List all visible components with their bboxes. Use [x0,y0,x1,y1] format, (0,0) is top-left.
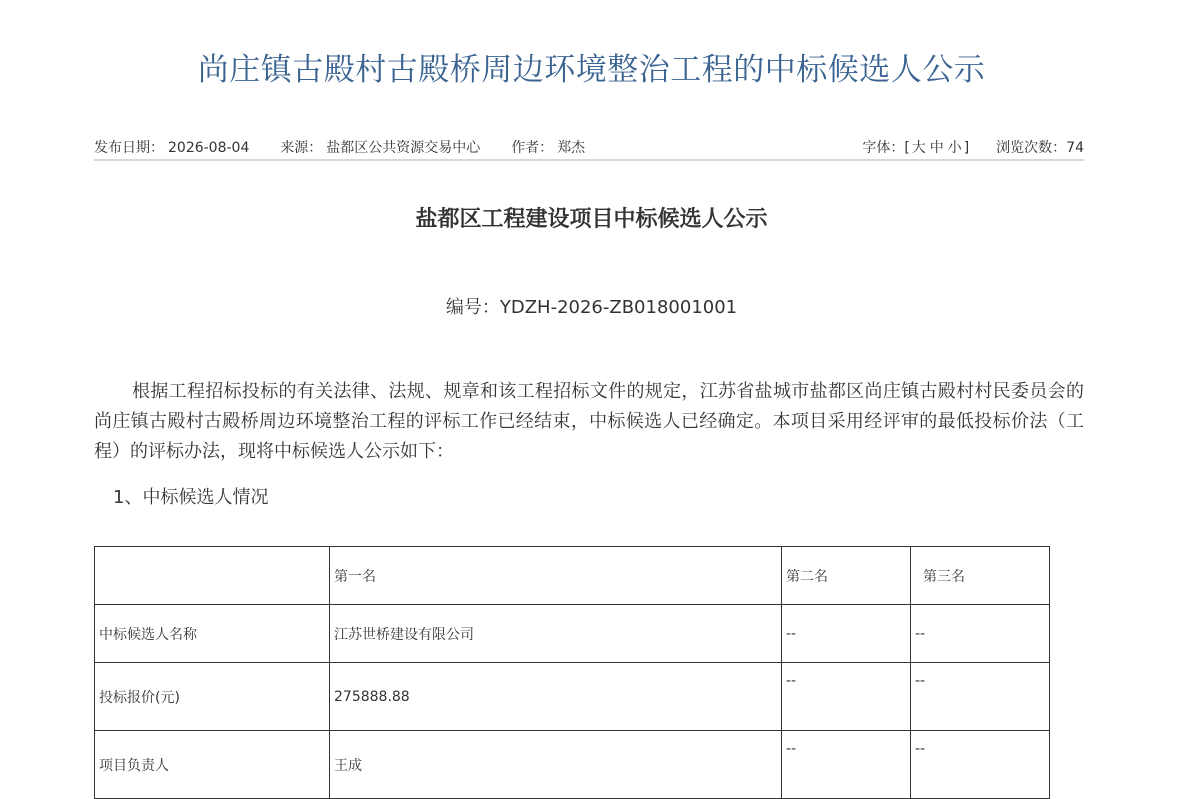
article-meta-bar [94,137,1084,161]
first-place-value: 江苏世桥建设有限公司 [330,605,782,663]
article-tools [862,137,1084,157]
table-row [95,731,1050,799]
first-place-value: 王成 [330,731,782,799]
table-header-row [95,547,1050,605]
font-size-label: 字体： [862,140,905,156]
table-row [95,663,1050,731]
third-place-value: -- [911,663,1050,731]
second-place-value: -- [782,663,911,731]
intro-paragraph: 根据工程招标投标的有关法律、法规、规章和该工程招标文件的规定，江苏省盐城市盐都区尚庄镇古殿村村民委员会的尚庄镇古殿村古殿桥周边环境整治工程的评标工作已经结束，中标候选人已经确定。本项目采用经评审的最低投标价法（工程）的评标办法，现将中标候选人公示如下： [94,381,1084,462]
table-header-cell: 第二名 [782,547,911,605]
table-header-cell: 第三名 [911,547,1050,605]
publish-date: 2026-08-04 [168,140,250,156]
candidate-table [94,546,1050,799]
third-place-value: -- [911,731,1050,799]
font-size-large-link[interactable]: 大 [911,140,926,156]
font-size-bracket-close: ] [963,140,970,156]
article-meta-info [94,137,589,157]
first-place-value: 275888.88 [330,663,782,731]
source: 盐都区公共资源交易中心 [326,140,481,156]
table-header-cell [95,547,330,605]
table-row [95,605,1050,663]
author-label: 作者： [511,140,554,156]
publish-date-label: 发布日期： [94,140,164,156]
table-header-cell: 第一名 [330,547,782,605]
page-title: 尚庄镇古殿村古殿桥周边环境整治工程的中标候选人公示 [197,52,986,88]
second-place-value: -- [782,731,911,799]
section-title: 1、中标候选人情况 [113,487,269,508]
font-size-small-link[interactable]: 小 [947,140,962,156]
views-count: 74 [1066,140,1084,156]
document-number: 编号：YDZH-2026-ZB018001001 [445,297,738,318]
row-label: 中标候选人名称 [95,605,330,663]
row-label: 项目负责人 [95,731,330,799]
views-label: 浏览次数： [996,140,1067,156]
font-size-bracket-open: [ [904,140,910,156]
second-place-value: -- [782,605,911,663]
third-place-value: -- [911,605,1050,663]
author: 郑杰 [557,140,586,156]
row-label: 投标报价(元) [95,663,330,731]
font-size-medium-link[interactable]: 中 [929,140,944,156]
document-heading: 盐都区工程建设项目中标候选人公示 [415,207,768,232]
source-label: 来源： [280,140,323,156]
